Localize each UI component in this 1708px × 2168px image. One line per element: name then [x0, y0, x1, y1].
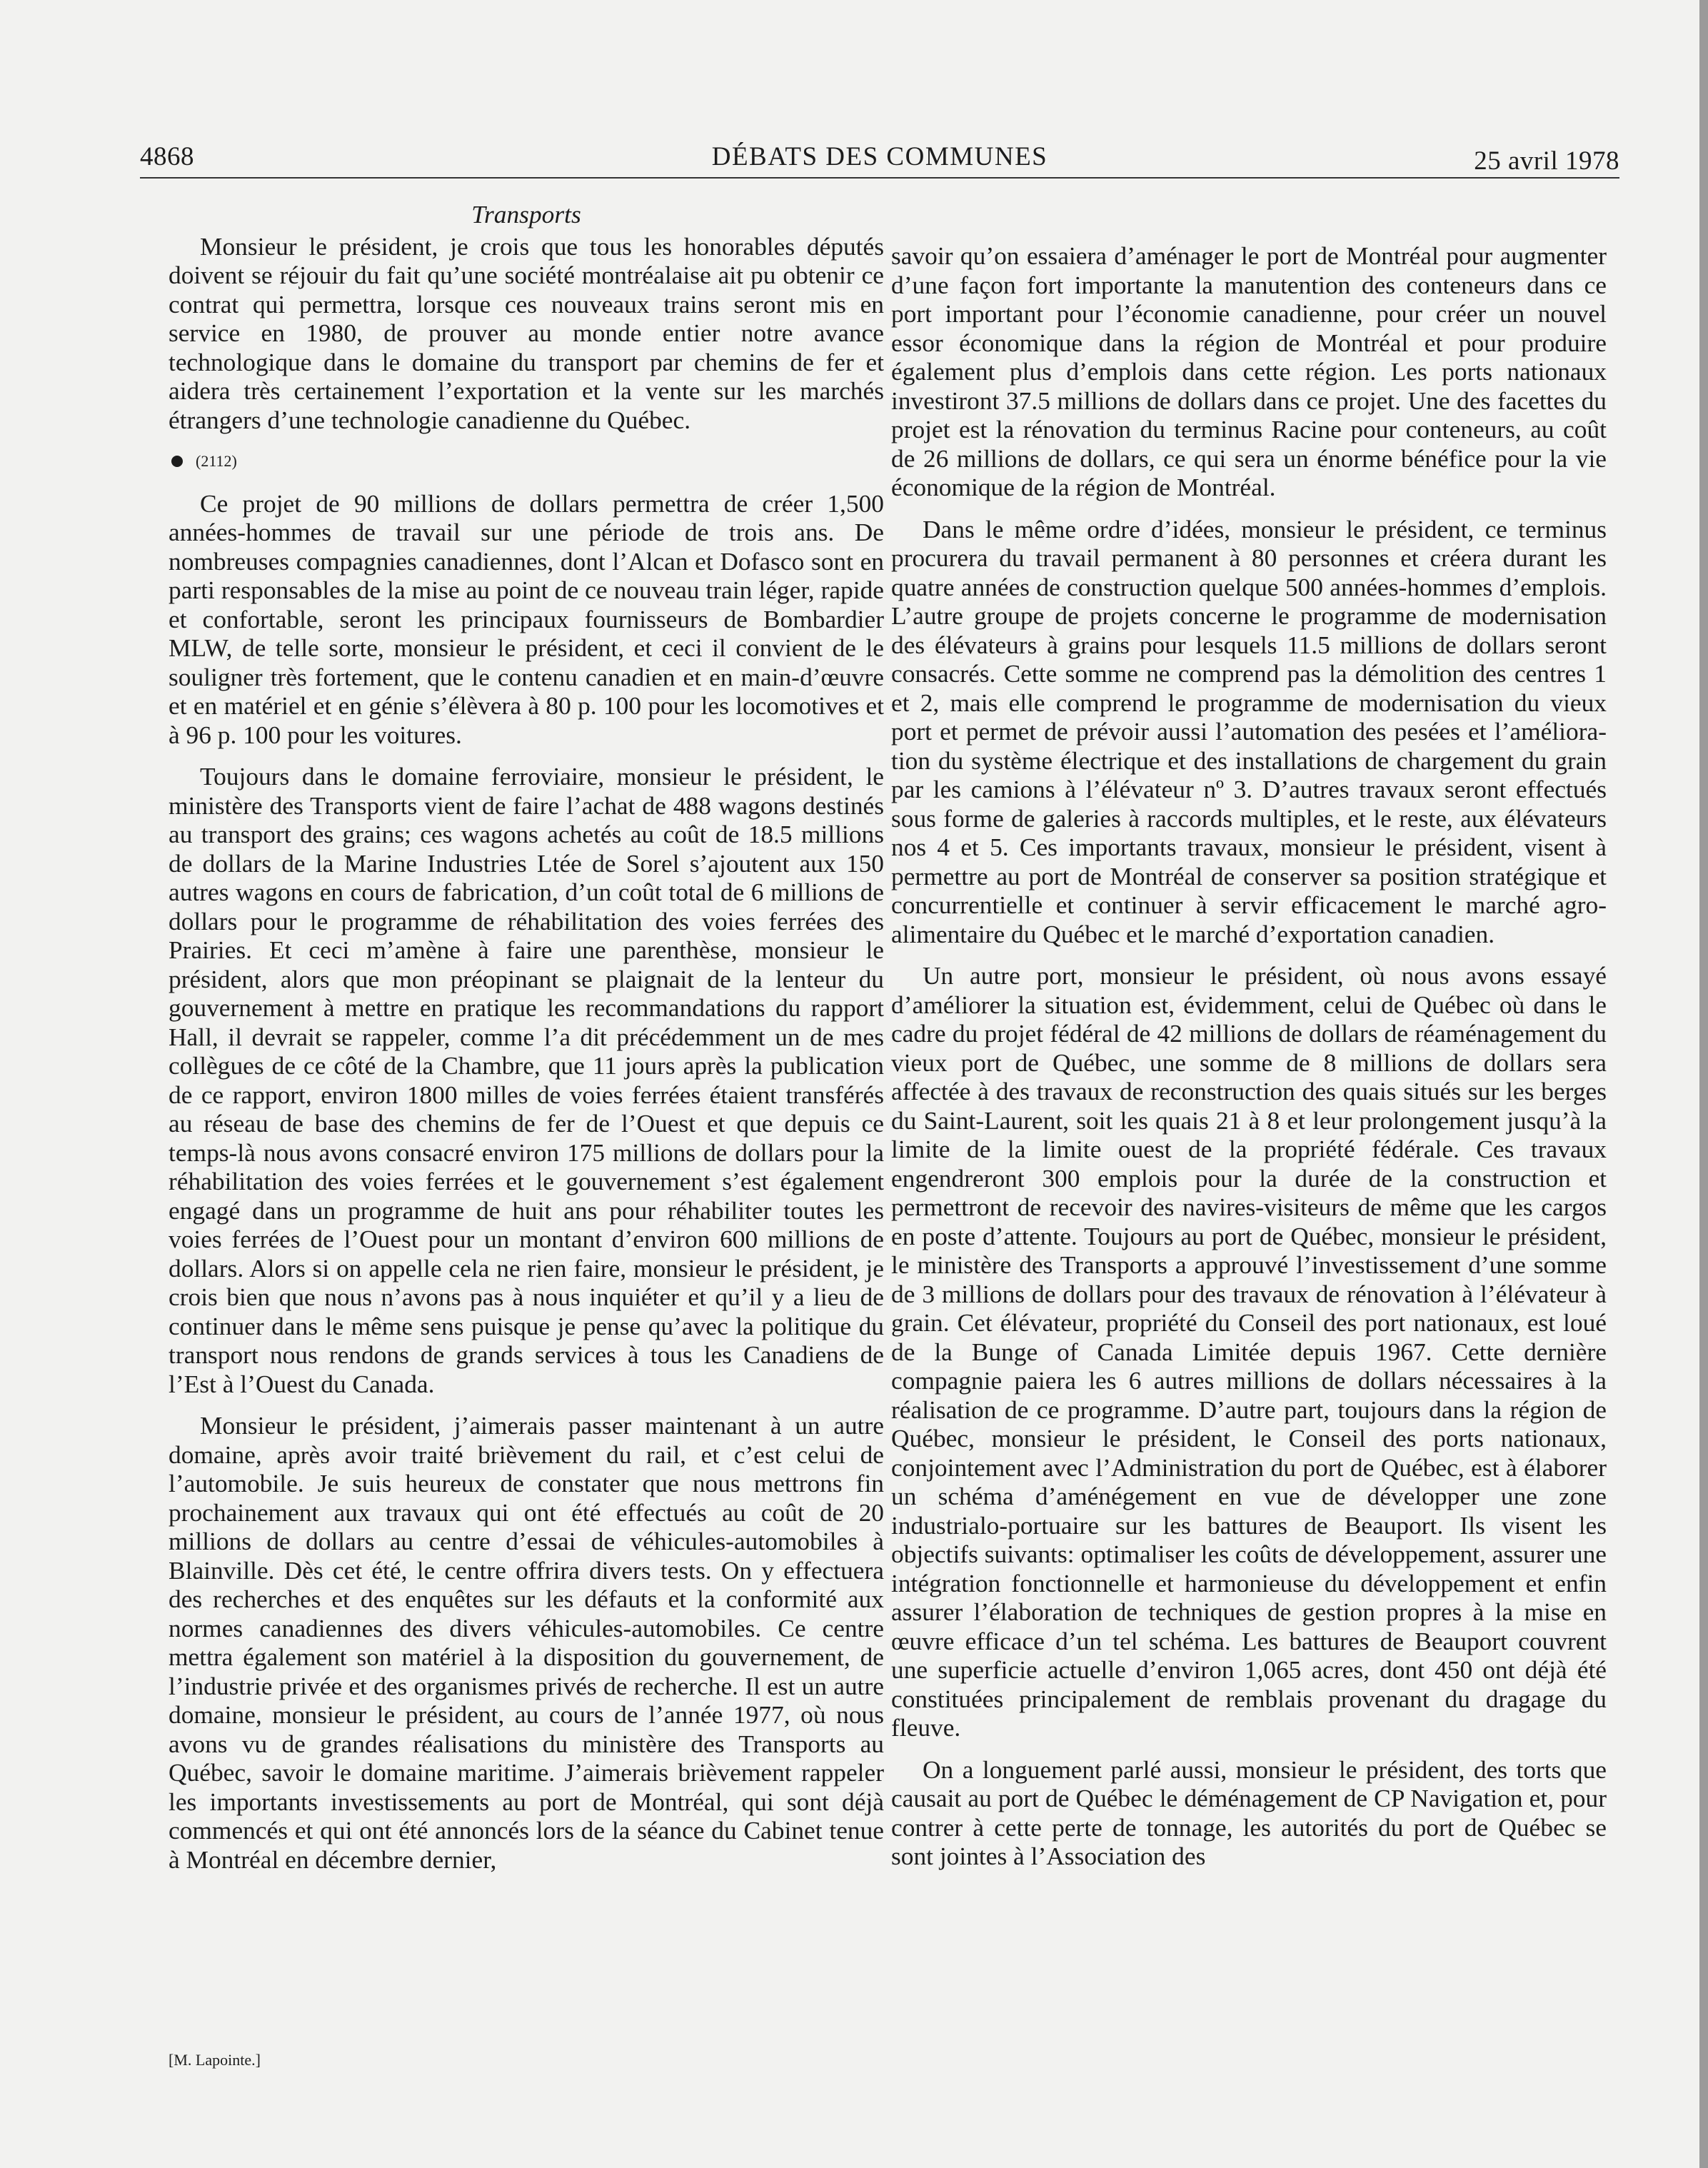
page-number: 4868 [140, 142, 194, 171]
paragraph: Dans le même ordre d’idées, monsieur le président, ce terminus procurera du travail permanent à 80 personnes et créera durant les quatre années de construction quelque 500 années-hommes d’emplois. L’autre groupe de projets concerne le programme de modernisation des élévateurs à grains pour lesquels 11.5 millions de dollars seront consacrés. Cette somme ne comprend pas la démolition des centres 1 et 2, mais elle comprend le programme de modernisation du vieux port et permet de prévoir aussi l’automation des pesées et l’amélioration du système électrique et des installations de chargement du grain par les camions à l’élévateur nº 3. D’autres travaux seront effectués sous forme de galeries à raccords multiples, et le reste, aux élévateurs nos 4 et 5. Ces importants travaux, monsieur le président, visent à permettre au port de Montréal de conserver sa position stratégique et concurrentielle et continuer à servir efficacement le marché agro-alimentaire du Québec et le marché d’exportation canadien. [891, 514, 1607, 948]
paragraph: Toujours dans le domaine ferroviaire, monsieur le président, le ministère des Transports vient de faire l’achat de 488 wagons destinés au transport des grains; ces wagons achetés au coût de 18.5 millions de dollars de la Marine Industries Ltée de Sorel s’ajoutent aux 150 autres wagons en cours de fabrication, d’un coût total de 6 millions de dollars pour le programme de réhabilitation des voies ferrées des Prairies. Et ceci m’amène à faire une parenthèse, monsieur le président, alors que mon préopinant se plaignait de la lenteur du gouvernement à mettre en pratique les recommandations du rapport Hall, il devrait se rappeler, comme l’a dit précédemment un de mes collègues de ce côté de la Chambre, que 11 jours après la publication de ce rapport, environ 1800 milles de voies ferrées étaient transférés au réseau de base des chemins de fer de l’Ouest et que depuis ce temps-là nous avons consacré environ 175 millions de dollars pour la réhabilitation des voies ferrées et le gouvernement s’est également engagé dans un programme de huit ans pour réhabiliter toutes les voies ferrées de l’Ouest pour un montant d’environ 600 millions de dollars. Alors si on appelle cela ne rien faire, monsieur le président, je crois bien que nous n’avons pas à nous inquiéter et qu’il y a lieu de continuer dans le même sens puisque je pense qu’avec la politique du transport nous rendons de grands services à tous les Canadiens de l’Est à l’Ouest du Canada. [169, 762, 884, 1398]
speaker-attribution: [M. Lapointe.] [169, 2051, 261, 2069]
paragraph: Ce projet de 90 millions de dollars permettra de créer 1,500 années-hommes de travail sur une période de trois ans. De nombreuses compagnies canadiennes, dont l’Alcan et Dofasco sont en parti responsables de la mise au point de ce nouveau train léger, rapide et confortable, seront les principaux fournisseurs de Bombardier MLW, de telle sorte, monsieur le président, et ceci il convient de le souligner très fortement, que le contenu canadien et en main-d’œuvre et en matériel et en génie s’élèvera à 80 p. 100 pour les locomotives et à 96 p. 100 pour les voitures. [169, 488, 884, 749]
journal-title: DÉBATS DES COMMUNES [711, 142, 1048, 171]
paragraph: Monsieur le président, je crois que tous les honorables députés doivent se réjouir du fait qu’une société montréalaise ait pu obtenir ce contrat qui permettra, lorsque ces nouveaux trains seront mis en service en 1980, de prouver au monde entier notre avance technologique dans le domaine du transport par chemins de fer et aidera très certainement l’exportation et la vente sur les marchés étrangers d’une technologie canadienne du Québec. [169, 231, 884, 434]
right-column [891, 241, 1607, 1884]
page-header [140, 140, 1619, 179]
time-stamp [169, 447, 884, 476]
paragraph: On a longuement parlé aussi, monsieur le président, des torts que causait au port de Québec le déménagement de CP Navigation et, pour contrer à cette perte de tonnage, les autorités du port de Québec se sont jointes à l’Association des [891, 1755, 1607, 1870]
issue-date: 25 avril 1978 [1474, 146, 1619, 176]
scan-edge [1699, 0, 1708, 2168]
paragraph-continuation: savoir qu’on essaiera d’aménager le port de Montréal pour augmenter d’une façon fort importante la manutention des conteneurs dans ce port important pour l’économie canadienne, pour créer un nouvel essor économique dans la région de Montréal et pour produire également plus d’emplois dans cette région. Les ports nationaux investiront 37.5 millions de dollars dans ce projet. Une des facettes du projet est la rénovation du terminus Racine pour conteneurs, au coût de 26 millions de dollars, ce qui sera un énorme bénéfice pour la vie économique de la région de Montréal. [891, 241, 1607, 501]
bullet-icon [171, 456, 183, 467]
section-title: Transports [471, 200, 581, 229]
paragraph: Un autre port, monsieur le président, où nous avons essayé d’améliorer la situation est, évidemment, celui de Québec où dans le cadre du projet fédéral de 42 millions de dollars de réaménagement du vieux port de Québec, une somme de 8 millions de dollars sera affectée à des travaux de reconstruction des quais situés sur les berges du Saint-Laurent, soit les quais 21 à 8 et leur prolongement jusqu’à la limite de la limite ouest de la propriété fédérale. Ces travaux engendreront 300 emplois pour la durée de la construction et permettront de recevoir des navires-visiteurs de même que les cargos en poste d’attente. Toujours au port de Québec, monsieur le président, le ministère des Transports a approuvé l’investissement d’une somme de 3 millions de dollars pour des travaux de rénovation à l’élévateur à grain. Cet élévateur, propriété du Conseil des port nationaux, est loué de la Bunge of Canada Limitée depuis 1967. Cette dernière compagnie paiera les 6 autres millions de dollars nécessaires à la réalisation de ce programme. D’autre part, toujours dans la région de Québec, monsieur le président, le Conseil des ports nationaux, conjointement avec l’Administration du port de Québec, est à élaborer un schéma d’aménégement en vue de développer une zone industrialo-portuaire sur les battures de Beauport. Ils visent les objectifs suivants: optimaliser les coûts de développement, assurer une intégration fonctionnelle et harmonieuse du développement et enfin assurer l’élaboration de techniques de gestion propres à la mise en œuvre efficace d’un tel schéma. Les battures de Beauport couvrent une superficie actuelle d’environ 1,065 acres, dont 450 ont déjà été constituées principalement de remblais provenant du dragage du fleuve. [891, 961, 1607, 1742]
time-stamp-label: (2112) [196, 452, 237, 470]
left-column [169, 193, 884, 1887]
paragraph: Monsieur le président, j’aimerais passer maintenant à un autre domaine, après avoir traité brièvement du rail, et c’est celui de l’automobile. Je suis heureux de constater que nous mettrons fin prochainement aux travaux qui ont été effectués au coût de 20 millions de dollars au centre d’essai de véhicules-automobiles à Blainville. Dès cet été, le centre offrira divers tests. On y effectuera des recherches et des enquêtes sur les défauts et la conformité aux normes canadiennes des divers véhicules-automobiles. Ce centre mettra également son matériel à la disposition du gouvernement, de l’industrie privée et des organismes privés de recherche. Il est un autre domaine, monsieur le président, au cours de l’année 1977, où nous avons vu de grandes réalisations du ministère des Transports au Québec, savoir le domaine maritime. J’aimerais brièvement rappeler les importants investissements au port de Montréal, qui sont déjà commencés et qui ont été annoncés lors de la séance du Cabinet tenue à Montréal en décembre dernier, [169, 1411, 884, 1874]
